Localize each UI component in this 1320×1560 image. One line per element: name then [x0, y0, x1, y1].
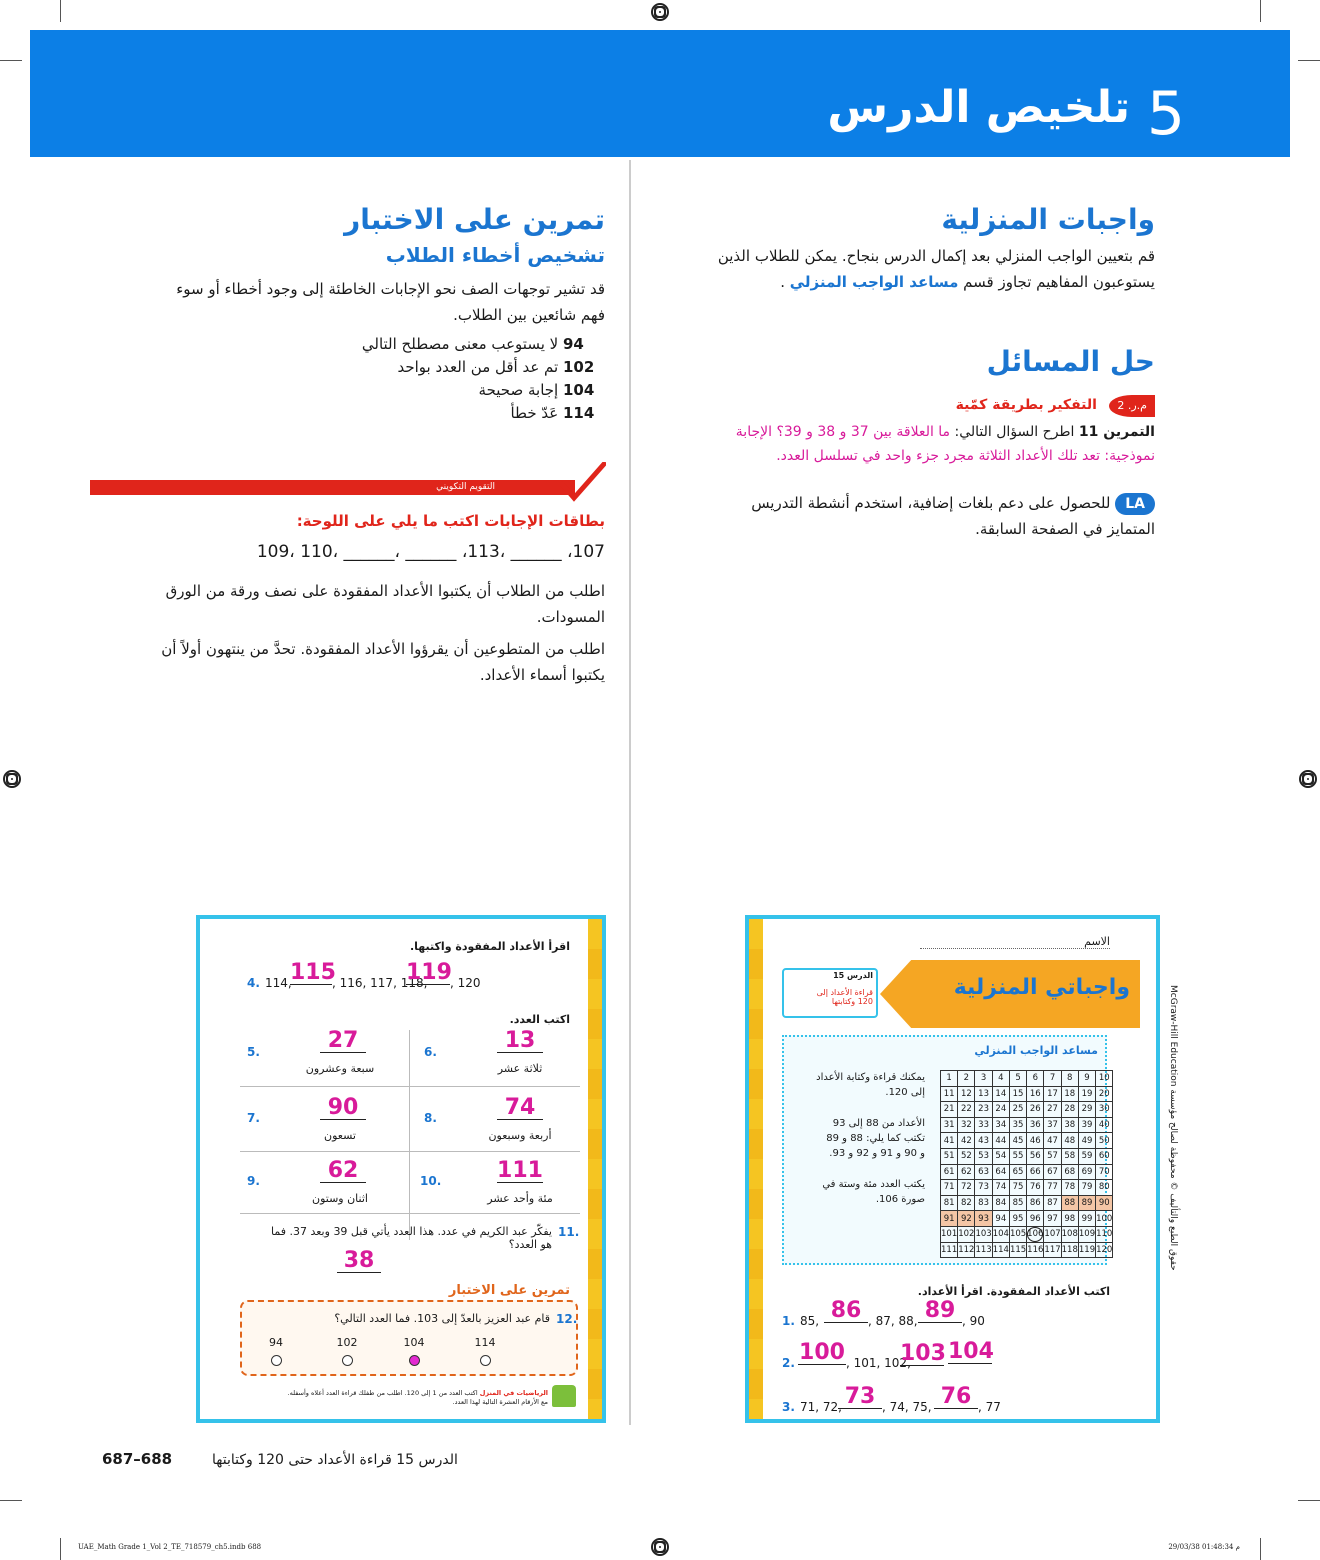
chart-cell: 70 [1096, 1164, 1113, 1180]
answer-value: 38 [337, 1250, 381, 1273]
option-radio[interactable] [271, 1355, 282, 1366]
question-number: 12. [556, 1312, 578, 1326]
answer-value: 86 [824, 1300, 868, 1323]
chart-cell: 10 [1096, 1071, 1113, 1087]
question-number: 8. [424, 1111, 437, 1125]
chart-cell: 39 [1078, 1117, 1095, 1133]
chart-cell: 5 [1009, 1071, 1026, 1087]
answer-value: 104 [948, 1339, 994, 1364]
checkmark-icon [560, 462, 606, 502]
chart-cell: 86 [1027, 1195, 1044, 1211]
chart-cell: 52 [958, 1148, 975, 1164]
chart-cell: 88 [1061, 1195, 1078, 1211]
chart-cell: 48 [1061, 1133, 1078, 1149]
chart-cell: 59 [1078, 1148, 1095, 1164]
chart-cell: 35 [1009, 1117, 1026, 1133]
number-words: اثنان وستون [312, 1192, 368, 1205]
crop-mark [1298, 1500, 1320, 1501]
crop-mark [1298, 60, 1320, 61]
answer-value: 76 [934, 1386, 978, 1409]
chart-cell: 79 [1078, 1180, 1095, 1196]
chart-cell: 29 [1078, 1102, 1095, 1118]
chart-cell: 84 [992, 1195, 1009, 1211]
chart-cell: 21 [941, 1102, 958, 1118]
chart-cell: 14 [992, 1086, 1009, 1102]
chart-cell: 16 [1027, 1086, 1044, 1102]
page-edge [588, 919, 602, 1419]
question-number: 2. [782, 1356, 795, 1370]
question-number: 7. [247, 1111, 260, 1125]
chart-cell: 31 [941, 1117, 958, 1133]
question-number: 10. [420, 1174, 442, 1188]
chart-cell: 32 [958, 1117, 975, 1133]
footer-title: الدرس 15 قراءة الأعداد حتى 120 وكتابتها [212, 1452, 458, 1468]
chart-cell: 75 [1009, 1180, 1026, 1196]
chart-cell: 45 [1009, 1133, 1026, 1149]
chart-cell: 41 [941, 1133, 958, 1149]
sequence-text: , 116, 117, 118, [332, 976, 428, 990]
chart-cell: 7 [1044, 1071, 1061, 1087]
chart-cell: 77 [1044, 1180, 1061, 1196]
answer-value: 111 [497, 1158, 543, 1183]
answer-value: 90 [320, 1097, 366, 1120]
answer-tickets-heading: بطاقات الإجابات اكتب ما يلي على اللوحة: [296, 512, 605, 530]
chart-cell: 109 [1078, 1226, 1095, 1242]
chart-cell: 72 [958, 1180, 975, 1196]
chart-cell: 63 [975, 1164, 992, 1180]
chart-cell: 2 [958, 1071, 975, 1087]
chart-cell: 65 [1009, 1164, 1026, 1180]
question-number: 4. [247, 976, 260, 990]
grid-line [240, 1151, 580, 1152]
question-number: 3. [782, 1400, 795, 1414]
chart-cell: 1 [941, 1071, 958, 1087]
homework-text [665, 243, 1155, 295]
chart-cell: 87 [1044, 1195, 1061, 1211]
chart-cell: 22 [958, 1102, 975, 1118]
sequence-text: , 87, 88, [868, 1314, 918, 1328]
instruction-write: اكتب العدد. [509, 1013, 570, 1026]
chart-cell: 106 [1027, 1226, 1044, 1242]
page-numbers: 687–688 [102, 1450, 173, 1468]
number-words: أربعة وسبعون [488, 1129, 552, 1142]
option-label: 104 [403, 1336, 425, 1349]
sequence-prompt: 107، ______ ،113، ______ ،______ ،110 ،109 [256, 542, 605, 562]
chart-cell: 110 [1096, 1226, 1113, 1242]
registration-mark-icon [651, 3, 669, 21]
option-radio[interactable] [480, 1355, 491, 1366]
chart-cell: 89 [1078, 1195, 1095, 1211]
chart-cell: 60 [1096, 1148, 1113, 1164]
problem-solving-heading: حل المسائل [986, 345, 1155, 378]
number-words: مئة وأحد عشر [487, 1192, 553, 1205]
chart-cell: 117 [1044, 1242, 1061, 1258]
chart-cell: 27 [1044, 1102, 1061, 1118]
chart-cell: 95 [1009, 1211, 1026, 1227]
chart-cell: 19 [1078, 1086, 1095, 1102]
chart-cell: 101 [941, 1226, 958, 1242]
chart-cell: 100 [1096, 1211, 1113, 1227]
chart-cell: 9 [1078, 1071, 1095, 1087]
chart-cell: 62 [958, 1164, 975, 1180]
chart-cell: 71 [941, 1180, 958, 1196]
chart-cell: 12 [958, 1086, 975, 1102]
chart-cell: 23 [975, 1102, 992, 1118]
chart-cell: 49 [1078, 1133, 1095, 1149]
question-number: 1. [782, 1314, 795, 1328]
question-number: 5. [247, 1045, 260, 1059]
chart-cell: 42 [958, 1133, 975, 1149]
chart-cell: 46 [1027, 1133, 1044, 1149]
answer-value: 73 [838, 1386, 882, 1409]
answer-value: 119 [406, 960, 452, 985]
chart-cell: 92 [958, 1211, 975, 1227]
lesson-label: الدرس 15 [833, 971, 873, 980]
sequence-text: 71, 72, [800, 1400, 842, 1414]
option-label: 114 [474, 1336, 496, 1349]
chart-cell: 83 [975, 1195, 992, 1211]
home-icon [552, 1385, 576, 1407]
question-number: 6. [424, 1045, 437, 1059]
chart-cell: 54 [992, 1148, 1009, 1164]
chart-cell: 118 [1061, 1242, 1078, 1258]
error-item: 94 لا يستوعب معنى مصطلح التالي [361, 335, 584, 353]
chart-cell: 50 [1096, 1133, 1113, 1149]
page-edge [749, 919, 763, 1419]
sequence-text: , 120 [450, 976, 481, 990]
chart-cell: 64 [992, 1164, 1009, 1180]
crop-mark [1260, 0, 1261, 22]
chart-cell: 116 [1027, 1242, 1044, 1258]
chart-cell: 56 [1027, 1148, 1044, 1164]
assessment-bar: التقويم التكويني [90, 480, 575, 495]
chart-cell: 82 [958, 1195, 975, 1211]
answer-value: 74 [497, 1097, 543, 1120]
chart-cell: 57 [1044, 1148, 1061, 1164]
chart-cell: 105 [1009, 1226, 1026, 1242]
chart-cell: 43 [975, 1133, 992, 1149]
test-practice-heading: تمرين على الاختبار [344, 203, 605, 236]
chart-cell: 104 [992, 1226, 1009, 1242]
chart-cell: 74 [992, 1180, 1009, 1196]
chart-cell: 26 [1027, 1102, 1044, 1118]
chart-cell: 113 [975, 1242, 992, 1258]
crop-mark [60, 1538, 61, 1560]
chart-cell: 55 [1009, 1148, 1026, 1164]
chart-cell: 18 [1061, 1086, 1078, 1102]
grid-line [409, 1030, 410, 1240]
crop-mark [0, 1500, 22, 1501]
chart-cell: 103 [975, 1226, 992, 1242]
chart-cell: 67 [1044, 1164, 1061, 1180]
registration-mark-icon [1299, 770, 1317, 788]
chart-cell: 68 [1061, 1164, 1078, 1180]
answer-value: 100 [799, 1340, 845, 1365]
answer-value: 103 [900, 1341, 946, 1366]
sequence-text: 114, [265, 976, 292, 990]
tickets-text: اطلب من الطلاب أن يكتبوا الأعداد المفقودة على نصف ورقة من الورق المسودات. اطلب من المتطوعين أن يقرؤوا الأعداد المفقودة. تحدَّ من ينتهون أولاً أن يكتبوا أسماء الأعداد. [161, 582, 605, 684]
chart-cell: 114 [992, 1242, 1009, 1258]
registration-mark-icon [651, 1538, 669, 1556]
chart-cell: 28 [1061, 1102, 1078, 1118]
errors-list [105, 333, 605, 425]
sequence-text: , 101, 102, [846, 1356, 911, 1370]
answer-value: 27 [320, 1030, 366, 1053]
chart-cell: 90 [1096, 1195, 1113, 1211]
chart-cell: 66 [1027, 1164, 1044, 1180]
option-radio[interactable] [342, 1355, 353, 1366]
practice-tag: م.ر. 2 [1109, 395, 1155, 417]
chart-cell: 33 [975, 1117, 992, 1133]
number-words: تسعون [324, 1129, 356, 1142]
answer-value: 13 [497, 1030, 543, 1053]
chart-cell: 40 [1096, 1117, 1113, 1133]
number-words: ثلاثة عشر [497, 1062, 543, 1075]
registration-mark-icon [3, 770, 21, 788]
chart-cell: 61 [941, 1164, 958, 1180]
chart-cell: 99 [1078, 1211, 1095, 1227]
homework-text-line: يستوعبون المفاهيم تجاوز قسم مساعد الواجب المنزلي . [780, 273, 1155, 291]
helper-text: يمكنك قراءة وكتابة الأعداد إلى 120. الأعداد من 88 إلى 93 تكتب كما يلي: 88 و 89 و 90 و 91 و 92 و 93. يكتب العدد مئة وستة في صورة 106. [816, 1072, 925, 1205]
home-note: الرياضيات في المنزل اكتب العدد من 1 إلى 120. اطلب من طفلك قراءة العدد أعلاه وأسفله. مع الأرقام العشرة التالية لهذا العدد. [287, 1389, 548, 1406]
grid-line [240, 1213, 580, 1214]
print-timestamp: 29/03/38 01:48:34 م [1168, 1543, 1240, 1551]
chart-cell: 17 [1044, 1086, 1061, 1102]
instruction: اكتب الأعداد المفقودة. اقرأ الأعداد. [917, 1285, 1110, 1298]
exercise-question: ما العلاقة بين 37 و 38 و 39؟ الإجابة [735, 424, 951, 440]
chart-cell: 8 [1061, 1071, 1078, 1087]
column-divider [629, 160, 631, 1425]
sequence-text: , 90 [962, 1314, 985, 1328]
option-label: 102 [336, 1336, 358, 1349]
chart-cell: 98 [1061, 1211, 1078, 1227]
chart-cell: 120 [1096, 1242, 1113, 1258]
question-number: 9. [247, 1174, 260, 1188]
chart-cell: 24 [992, 1102, 1009, 1118]
chart-cell: 15 [1009, 1086, 1026, 1102]
homework-helper-link: مساعد الواجب المنزلي [789, 273, 959, 291]
chart-cell: 37 [1044, 1117, 1061, 1133]
errors-heading: تشخيص أخطاء الطلاب [385, 243, 605, 267]
chart-cell: 38 [1061, 1117, 1078, 1133]
answer-value: 115 [290, 960, 336, 985]
test-practice-title: تمرين على الاختبار [448, 1283, 570, 1298]
chart-cell: 13 [975, 1086, 992, 1102]
chapter-title: تلخيص الدرس [827, 82, 1130, 133]
chart-cell: 30 [1096, 1102, 1113, 1118]
file-slug: UAE_Math Grade 1_Vol 2_TE_718579_ch5.indb 688 [78, 1543, 262, 1551]
chapter-number: 5 [1146, 79, 1185, 149]
exercise-11-note: التمرين 11 اطرح السؤال التالي: ما العلاقة بين 37 و 38 و 39؟ الإجابة نموذجية: تعد تلك الأعداد الثلاثة مجرد جزء واحد في تسلسل العدد. [665, 420, 1155, 468]
chart-cell: 107 [1044, 1226, 1061, 1242]
exercise-sample-answer: نموذجية: تعد تلك الأعداد الثلاثة مجرد جزء واحد في تسلسل العدد. [776, 448, 1155, 464]
chart-cell: 47 [1044, 1133, 1061, 1149]
error-item: 102 تم عد أقل من العدد بواحد [397, 358, 595, 376]
problem-sub-row [655, 395, 1155, 417]
chart-cell: 115 [1009, 1242, 1026, 1258]
answer-value: 62 [320, 1160, 366, 1183]
chart-cell: 91 [941, 1211, 958, 1227]
option-label: 94 [269, 1336, 283, 1349]
la-badge: LA [1115, 493, 1155, 515]
chart-cell: 6 [1027, 1071, 1044, 1087]
chart-cell: 20 [1096, 1086, 1113, 1102]
chart-cell: 51 [941, 1148, 958, 1164]
chart-cell: 34 [992, 1117, 1009, 1133]
chart-cell: 97 [1044, 1211, 1061, 1227]
error-item: 104 إجابة صحيحة [478, 381, 595, 399]
crop-mark [1260, 1538, 1261, 1560]
question-text: يفكّر عبد الكريم في عدد. هذا العدد يأتي قبل 39 وبعد 37. فما هو العدد؟ [271, 1225, 552, 1251]
exercise-label: التمرين 11 [1078, 424, 1155, 440]
chart-cell: 111 [941, 1242, 958, 1258]
chart-cell: 94 [992, 1211, 1009, 1227]
chart-cell: 93 [975, 1211, 992, 1227]
language-support-note: LA للحصول على دعم بلغات إضافية، استخدم أنشطة التدريس المتمايز في الصفحة السابقة. [751, 494, 1155, 538]
chart-cell: 80 [1096, 1180, 1113, 1196]
chart-cell: 4 [992, 1071, 1009, 1087]
problem-subheading: التفكير بطريقة كمّية [955, 397, 1097, 413]
chart-cell: 3 [975, 1071, 992, 1087]
chart-cell: 11 [941, 1086, 958, 1102]
hundreds-chart [940, 1070, 1113, 1258]
grid-line [240, 1086, 580, 1087]
chart-cell: 44 [992, 1133, 1009, 1149]
chart-cell: 25 [1009, 1102, 1026, 1118]
error-item: 114 عَدّ خطأ [510, 404, 595, 422]
sequence-text: , 74, 75, [882, 1400, 932, 1414]
worksheet-title: واجباتي المنزلية [953, 975, 1130, 1000]
number-words: سبعة وعشرون [305, 1062, 375, 1075]
errors-intro: قد تشير توجهات الصف نحو الإجابات الخاطئة إلى وجود أخطاء أو سوء فهم شائعين بين الطلاب. [176, 280, 605, 324]
sequence-text: 85, [800, 1314, 820, 1328]
chart-cell: 85 [1009, 1195, 1026, 1211]
chart-cell: 69 [1078, 1164, 1095, 1180]
crop-mark [0, 60, 22, 61]
option-radio-selected[interactable] [409, 1355, 420, 1366]
chart-cell: 112 [958, 1242, 975, 1258]
answer-value: 89 [918, 1300, 962, 1323]
chart-cell: 102 [958, 1226, 975, 1242]
chart-cell: 81 [941, 1195, 958, 1211]
publisher-credit: McGraw-Hill Education حقوق الطبع والتأليف © محفوظة لصالح مؤسسة [1168, 985, 1178, 1271]
question-text: قام عبد العزيز بالعدّ إلى 103. فما العدد التالي؟ [334, 1312, 550, 1325]
chart-cell: 78 [1061, 1180, 1078, 1196]
name-label: الاسم [920, 935, 1110, 949]
crop-mark [60, 0, 61, 22]
homework-text-line: قم بتعيين الواجب المنزلي بعد إكمال الدرس بنجاح. يمكن للطلاب الذين [717, 247, 1155, 265]
chart-cell: 36 [1027, 1117, 1044, 1133]
homework-heading: واجبات المنزلية [941, 203, 1155, 236]
chart-cell: 53 [975, 1148, 992, 1164]
lesson-desc: قراءة الأعداد إلى 120 وكتابتها [816, 988, 873, 1006]
question-number: 11. [558, 1225, 580, 1239]
instruction-read: اقرأ الأعداد المفقودة واكتبها. [409, 940, 570, 953]
chart-cell: 58 [1061, 1148, 1078, 1164]
helper-heading: مساعد الواجب المنزلي [974, 1044, 1098, 1057]
chart-cell: 96 [1027, 1211, 1044, 1227]
chart-cell: 73 [975, 1180, 992, 1196]
chart-cell: 76 [1027, 1180, 1044, 1196]
chart-cell: 108 [1061, 1226, 1078, 1242]
sequence-text: , 77 [978, 1400, 1001, 1414]
chart-cell: 119 [1078, 1242, 1095, 1258]
